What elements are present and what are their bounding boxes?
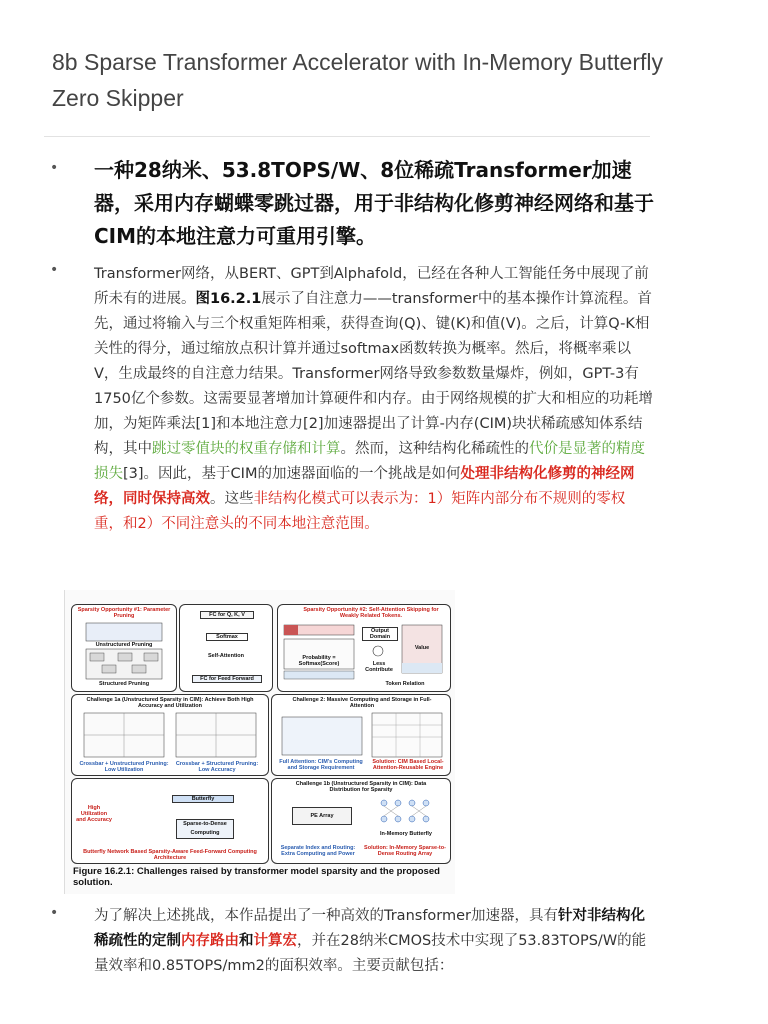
contribution-paragraph <box>94 904 654 979</box>
label-unstructured: Unstructured Pruning <box>95 642 153 648</box>
block-sparse-to-dense: Sparse-to-Dense Computing <box>176 819 234 839</box>
label-low-utilization: Crossbar + Unstructured Pruning: Low Utilization <box>79 761 169 773</box>
figure-reference: 图16.2.1 <box>195 291 262 307</box>
block-pe-array: PE Array <box>292 807 352 825</box>
highlight-red: 非结构化模式可以表示为：1）矩阵内部分布不规则的零权重，和2）不同注意头的不同本地注意范围。 <box>94 491 626 532</box>
label-token-relation: Token Relation <box>385 681 425 687</box>
block-softmax: Softmax <box>206 633 248 641</box>
highlight-green: 代价是显著的精度损失 <box>94 441 645 482</box>
block-butterfly: Butterfly <box>172 795 234 803</box>
figure-caption: Figure 16.2.1: Challenges raised by transformer model sparsity and the proposed solution. <box>73 866 440 888</box>
highlight-bold: 针对非结构化稀疏性的定制 <box>94 908 646 949</box>
block-fc-qkv: FC for Q, K, V <box>200 611 254 619</box>
label-structured: Structured Pruning <box>98 681 150 687</box>
figure-16-2-1 <box>64 590 455 894</box>
highlight-red-bold: 计算宏 <box>253 933 297 949</box>
panel-challenge-2 <box>271 694 451 776</box>
label-low-accuracy: Crossbar + Structured Pruning: Low Accuracy <box>175 761 259 773</box>
label-less-contribute: Less Contribute <box>365 661 393 673</box>
title-divider <box>44 136 650 137</box>
label-high-utilization: High Utilization and Accuracy <box>76 805 112 823</box>
block-fc-feed-forward: FC for Feed Forward <box>192 675 262 683</box>
panel-challenge-1b <box>271 778 451 864</box>
label-full-attention: Full Attention: CIM's Computing and Storage Requirement <box>279 759 363 771</box>
text-run: [3]。因此，基于CIM的加速器面临的一个挑战是如何 <box>123 466 461 482</box>
highlight-bold: 和 <box>239 933 254 949</box>
panel-butterfly-architecture <box>71 778 269 864</box>
pruning-matrix-graphic <box>72 605 176 691</box>
label-opportunity-1: Sparsity Opportunity #1: Parameter Pruning <box>77 607 171 619</box>
label-local-attention-solution: Solution: CIM Based Local-Attention-Reusable Engine <box>372 759 444 771</box>
highlight-red-bold: 处理非结构化修剪的神经网络，同时保持高效 <box>94 466 635 507</box>
label-challenge-1b: Challenge 1b (Unstructured Sparsity in CIM): Data Distribution for Sparsity <box>295 781 427 793</box>
bullet-marker: • <box>50 905 59 921</box>
label-output-domain: Output Domain <box>362 627 398 641</box>
panel-self-attention-flow <box>179 604 273 692</box>
text-run: 展示了自注意力——transformer中的基本操作计算流程。首先，通过将输入与三个权重矩阵相乘，获得查询(Q)、键(K)和值(V)。之后，计算Q-K相关性的得分，通过缩放点积计算并通过softmax函数转换为概率。然后，将概率乘以V，生成最终的自注意力结果。Transformer网络导致参数数量爆炸，例如，GPT-3有1750亿个参数。这需要显著增加计算硬件和内存。由于网络规模的扩大和相应的功耗增加，为矩阵乘法[1]和本地注意力[2]加速器提出了计算-内存(CIM)块状稀疏感知体系结构，其中 <box>94 291 653 457</box>
text-run: 。然而，这种结构化稀疏性的 <box>340 441 529 457</box>
text-run: 为了解决上述挑战，本作品提出了一种高效的Transformer加速器，具有 <box>94 908 559 924</box>
bullet-marker: • <box>50 160 59 176</box>
label-value: Value <box>414 645 430 651</box>
label-probability: Probability = Softmax(Score) <box>298 655 340 667</box>
bullet-marker: • <box>50 262 59 278</box>
label-challenge-1a: Challenge 1a (Unstructured Sparsity in CIM): Achieve Both High Accuracy and Utilization <box>86 697 254 709</box>
highlight-green: 跳过零值块的权重存储和计算 <box>152 441 341 457</box>
label-self-attention: Self-Attention <box>207 653 245 659</box>
label-butterfly-architecture: Butterfly Network Based Sparsity-Aware Feed-Forward Computing Architecture <box>83 849 257 861</box>
text-run: 。这些 <box>210 491 254 507</box>
lead-summary: 一种28纳米、53.8TOPS/W、8位稀疏Transformer加速器，采用内存蝴蝶零跳过器，用于非结构化修剪神经网络和基于CIM的本地注意力可重用引擎。 <box>94 158 654 248</box>
label-challenge-2: Challenge 2: Massive Computing and Storage in Full-Attention <box>292 697 432 709</box>
panel-attention-skipping <box>277 604 451 692</box>
intro-paragraph <box>94 262 654 537</box>
label-routing-solution: Solution: In-Memory Sparse-to-Dense Routing Array <box>364 845 446 857</box>
highlight-red-bold: 内存路由 <box>181 933 239 949</box>
label-opportunity-2: Sparsity Opportunity #2: Self-Attention Skipping for Weakly Related Tokens. <box>303 607 439 619</box>
panel-parameter-pruning <box>71 604 177 692</box>
panel-challenge-1a <box>71 694 269 776</box>
page-title: 8b Sparse Transformer Accelerator with In-Memory Butterfly Zero Skipper <box>52 49 663 111</box>
text-run: ，并在28纳米CMOS技术中实现了53.83TOPS/W的能量效率和0.85TOPS/mm2的面积效率。主要贡献包括： <box>94 933 647 974</box>
label-in-memory-butterfly: In-Memory Butterfly <box>380 831 432 837</box>
label-separate-index: Separate Index and Routing: Extra Computing and Power <box>280 845 356 857</box>
text-run: Transformer网络，从BERT、GPT到Alphafold，已经在各种人工智能任务中展现了前所未有的进展。 <box>94 266 649 307</box>
